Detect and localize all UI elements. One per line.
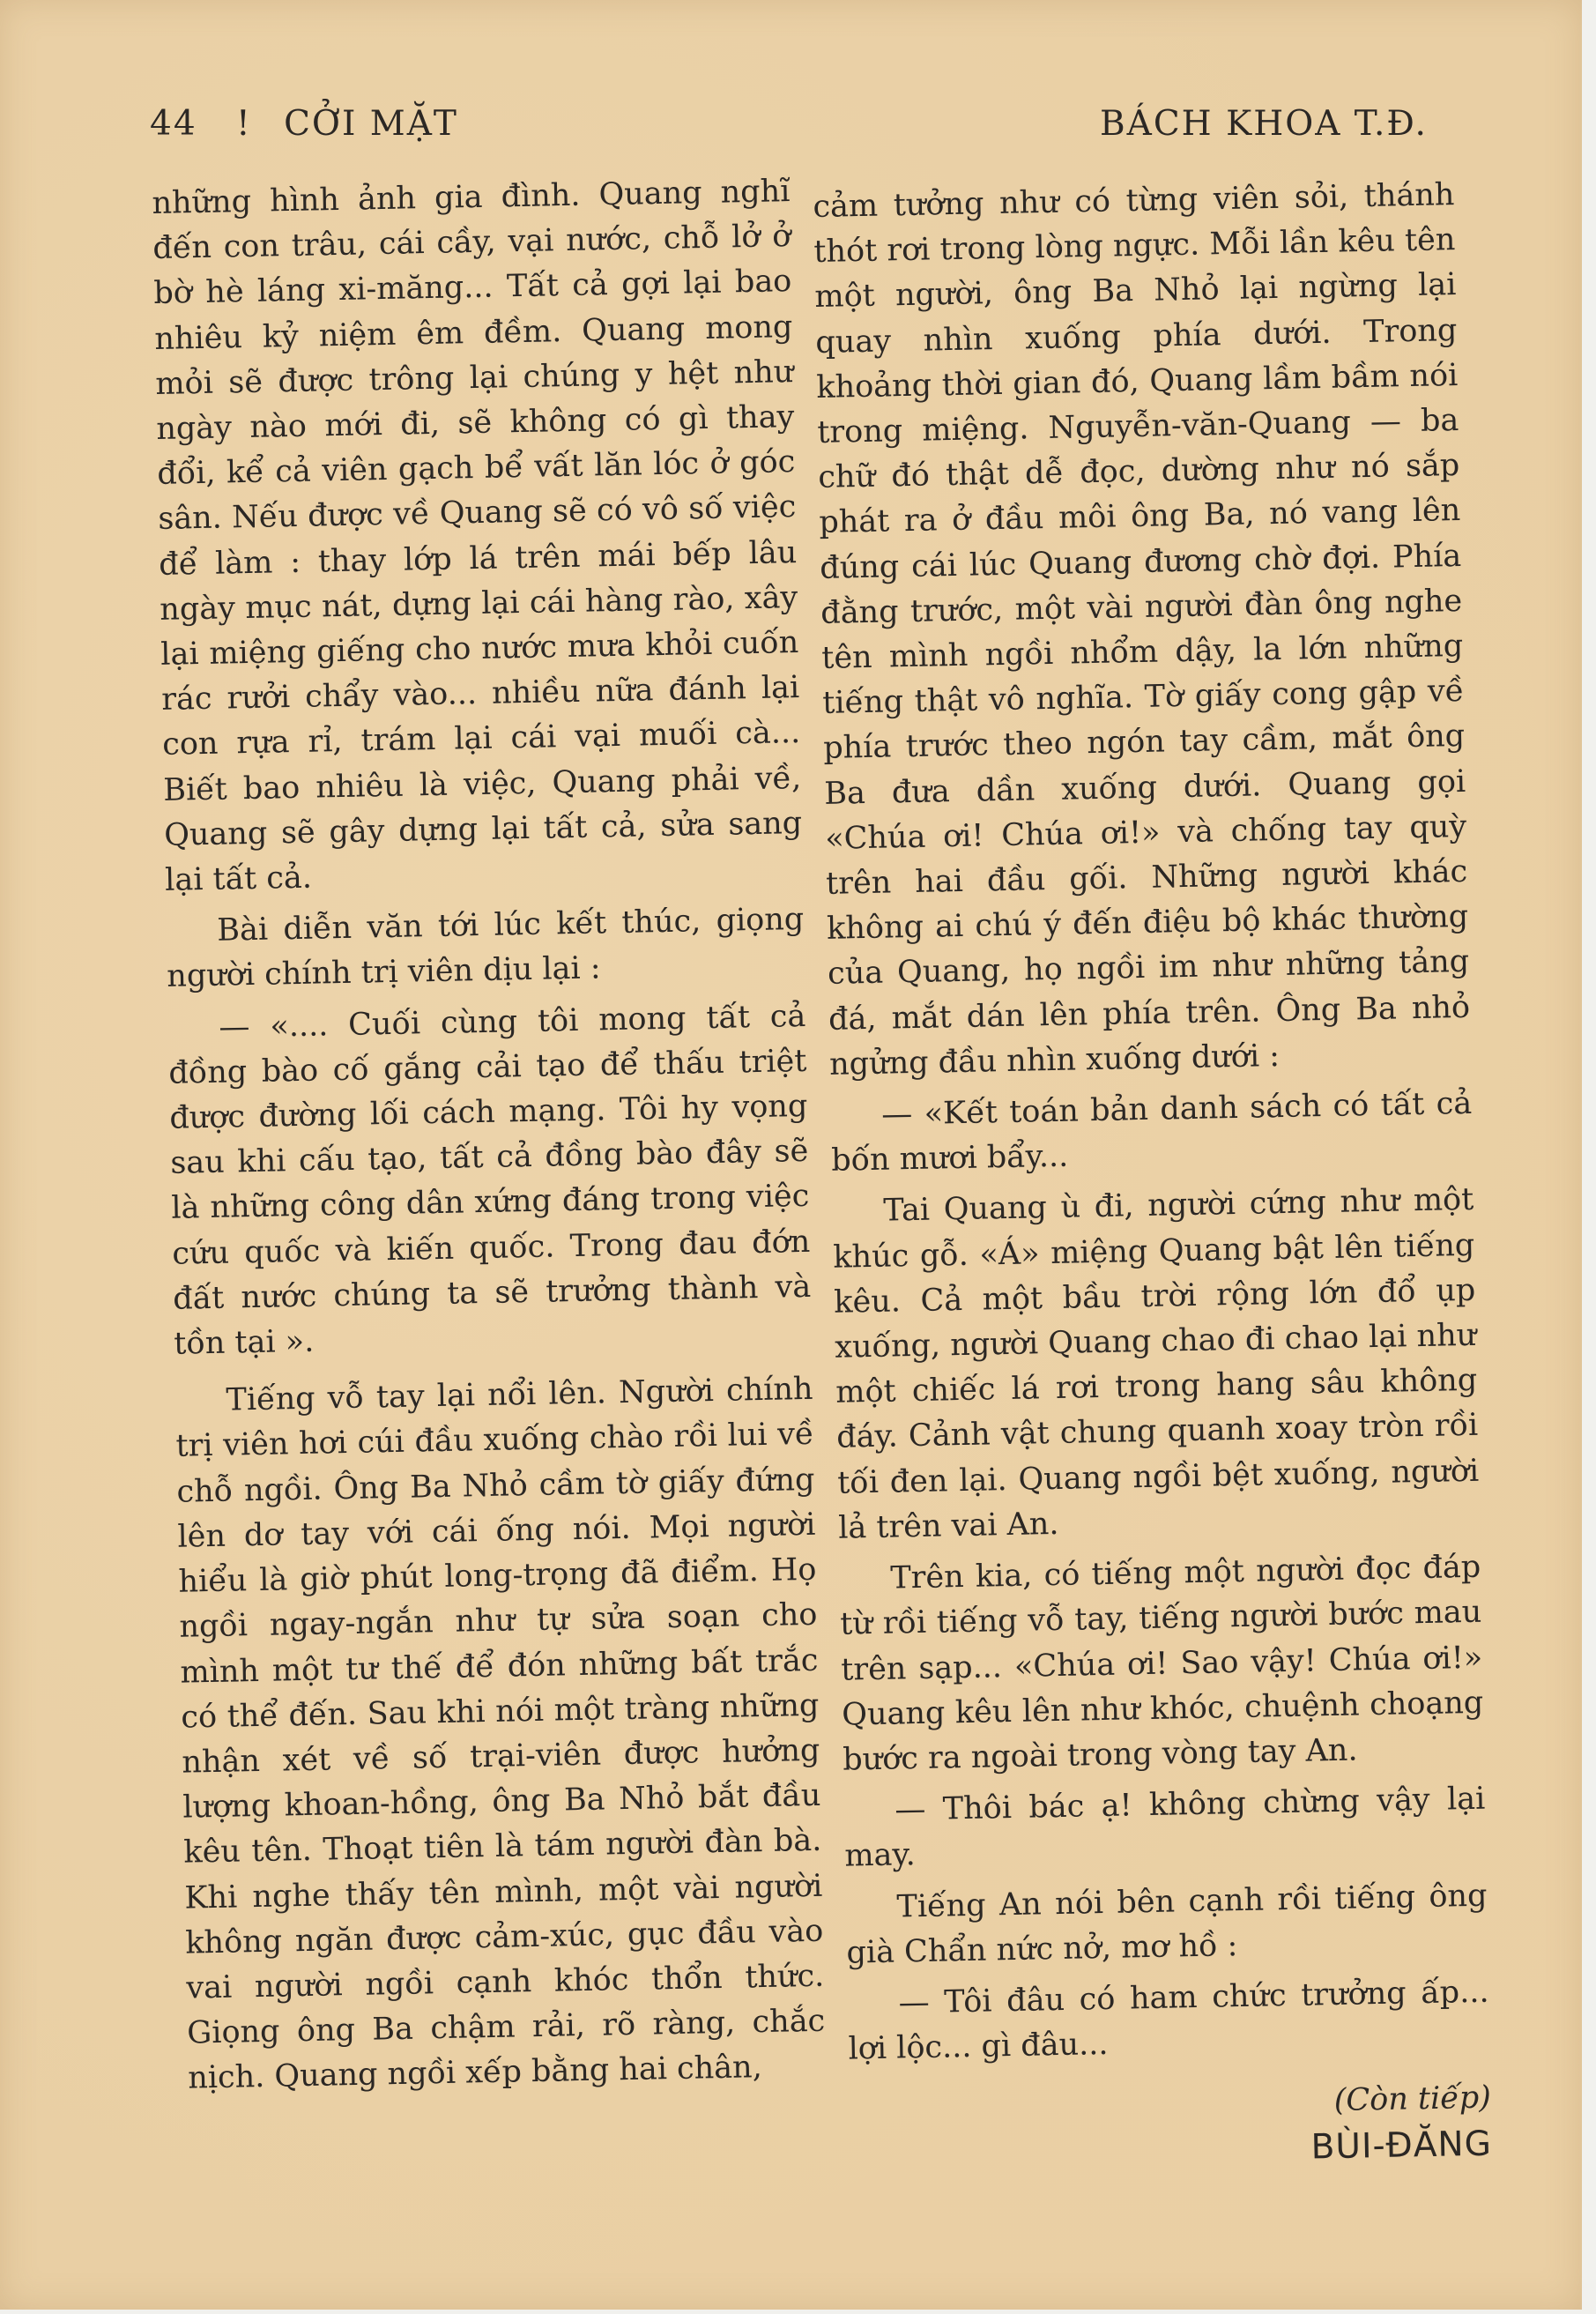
left-column (152, 169, 827, 2108)
paragraph: Bài diễn văn tới lúc kết thúc, giọng người chính trị viên dịu lại : (166, 902, 805, 995)
continued-note: (Còn tiếp) (1333, 2080, 1492, 2119)
paragraph: — Tôi đâu có ham chức trưởng ấp... lợi lộc... gì đâu... (848, 1974, 1489, 2067)
paragraph: Tai Quang ù đi, người cứng như một khúc gỗ. «Á» miệng Quang bật lên tiếng kêu. Cả một bầu trời rộng lớn đổ ụp xuống, người Quang chao đi chao lại như một chiếc lá rơi trong hang sâu không đáy. Cảnh vật chung quanh xoay tròn rồi tối đen lại. Quang ngồi bệt xuống, người lả trên vai An. (832, 1182, 1480, 1546)
author-signature: BÙI-ĐĂNG (1310, 2124, 1493, 2168)
paragraph: Tiếng vỗ tay lại nổi lên. Người chính trị viên hơi cúi đầu xuống chào rồi lui về chỗ ngồi. Ông Ba Nhỏ cầm tờ giấy đứng lên dơ tay với cái ống nói. Mọi người hiểu là giờ phút long-trọng đã điểm. Họ ngồi ngay-ngắn như tự sửa soạn cho mình một tư thế để đón những bất trắc có thể đến. Sau khi nói một tràng những nhận xét về số trại-viên được hưởng lượng khoan-hồng, ông Ba Nhỏ bắt đầu kêu tên. Thoạt tiên là tám người đàn bà. Khi nghe thấy tên mình, một vài người không ngăn được cảm-xúc, gục đầu vào vai người ngồi cạnh khóc thổn thức. Giọng ông Ba chậm rải, rõ ràng, chắc nịch. Quang ngồi xếp bằng hai chân, (175, 1372, 826, 2096)
header-separator: ! (236, 104, 252, 144)
paragraph: — Thôi bác ạ! không chừng vậy lại may. (844, 1781, 1486, 1874)
page-header-left (150, 104, 458, 144)
right-column (813, 173, 1492, 2184)
paragraph: Tiếng An nói bên cạnh rồi tiếng ông già Chẩn nức nở, mơ hồ : (846, 1878, 1488, 1971)
paragraph: — «Kết toán bản danh sách có tất cả bốn mươi bẩy... (830, 1085, 1473, 1179)
publication-title: BÁCH KHOA T.Đ. (1100, 104, 1428, 144)
section-title: CỞI MẶT (284, 104, 458, 144)
page-number: 44 (150, 104, 197, 144)
paragraph: cảm tưởng như có từng viên sỏi, thánh thót rơi trong lòng ngực. Mỗi lần kêu tên một người, ông Ba Nhỏ lại ngừng lại quay nhìn xuống phía dưới. Trong khoảng thời gian đó, Quang lầm bầm nói trong miệng. Nguyễn-văn-Quang — ba chữ đó thật dễ đọc, dường như nó sắp phát ra ở đầu môi ông Ba, nó vang lên đúng cái lúc Quang đương chờ đợi. Phía đằng trước, một vài người đàn ông nghe tên mình ngồi nhổm dậy, la lớn những tiếng thật vô nghĩa. Tờ giấy cong gập về phía trước theo ngón tay cầm, mắt ông Ba đưa dần xuống dưới. Quang gọi «Chúa ơi! Chúa ơi!» và chống tay quỳ trên hai đầu gối. Những người khác không ai chú ý đến điệu bộ khác thường của Quang, họ ngồi im như những tảng đá, mắt dán lên phía trên. Ông Ba nhỏ ngửng đầu nhìn xuống dưới : (813, 177, 1471, 1083)
paragraph: — «.... Cuối cùng tôi mong tất cả đồng bào cố gắng cải tạo để thấu triệt được đường lối cách mạng. Tôi hy vọng sau khi cấu tạo, tất cả đồng bào đây sẽ là những công dân xứng đáng trong việc cứu quốc và kiến quốc. Trong đau đớn đất nước chúng ta sẽ trưởng thành và tồn tại ». (168, 998, 812, 1362)
paragraph: những hình ảnh gia đình. Quang nghĩ đến con trâu, cái cầy, vại nước, chỗ lở ở bờ hè láng xi-măng... Tất cả gợi lại bao nhiêu kỷ niệm êm đềm. Quang mong mỏi sẽ được trông lại chúng y hệt như ngày nào mới đi, sẽ không có gì thay đổi, kể cả viên gạch bể vất lăn lóc ở góc sân. Nếu được về Quang sẽ có vô số việc để làm : thay lớp lá trên mái bếp lâu ngày mục nát, dựng lại cái hàng rào, xây lại miệng giếng cho nước mưa khỏi cuốn rác rưởi chẩy vào... nhiều nữa đánh lại con rựa rỉ, trám lại cái vại muối cà... Biết bao nhiêu là việc, Quang phải về, Quang sẽ gây dựng lại tất cả, sửa sang lại tất cả. (152, 174, 803, 898)
paragraph: Trên kia, có tiếng một người đọc đáp từ rồi tiếng vỗ tay, tiếng người bước mau trên sạp... «Chúa ơi! Sao vậy! Chúa ơi!» Quang kêu lên như khóc, chuệnh choạng bước ra ngoài trong vòng tay An. (839, 1549, 1484, 1778)
